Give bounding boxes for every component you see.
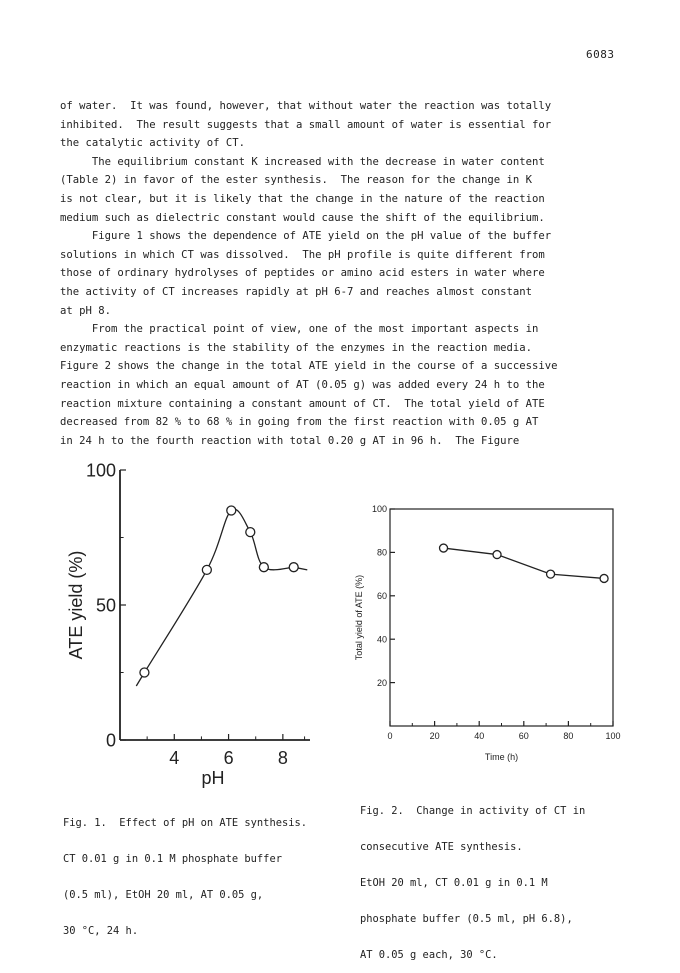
y-axis-title: Total yield of ATE (%) bbox=[354, 574, 364, 661]
x-axis-title: pH bbox=[201, 768, 225, 788]
text-line: Figure 2 shows the change in the total ATE yield in the course of a successive bbox=[60, 360, 558, 373]
x-tick-label: 6 bbox=[223, 748, 234, 768]
figure-2-caption bbox=[360, 781, 585, 973]
y-tick-label: 60 bbox=[376, 590, 387, 601]
x-tick-label: 0 bbox=[387, 731, 393, 741]
figure-1 bbox=[60, 455, 340, 795]
text-line: the catalytic activity of CT. bbox=[60, 137, 245, 150]
x-tick-label: 40 bbox=[474, 731, 485, 741]
text-line: The equilibrium constant K increased with the decrease in water content bbox=[60, 155, 545, 168]
x-axis-title: Time (h) bbox=[484, 752, 519, 762]
text-line: (Table 2) in favor of the ester synthesis. The reason for the change in K bbox=[60, 174, 532, 187]
text-line: in 24 h to the fourth reaction with total 0.20 g AT in 96 h. The Figure bbox=[60, 434, 520, 447]
y-axis-title: ATE yield (%) bbox=[66, 550, 86, 660]
y-tick-label: 40 bbox=[376, 634, 387, 645]
text-line: decreased from 82 % to 68 % in going from the first reaction with 0.05 g AT bbox=[60, 416, 539, 429]
series-line bbox=[136, 509, 307, 686]
data-point bbox=[227, 506, 236, 515]
text-line: at pH 8. bbox=[60, 304, 112, 317]
x-tick-label: 80 bbox=[563, 731, 574, 741]
data-point bbox=[289, 563, 298, 572]
data-point bbox=[547, 570, 555, 578]
figure-2 bbox=[340, 495, 640, 785]
text-line: the activity of CT increases rapidly at pH 6-7 and reaches almost constant bbox=[60, 285, 532, 298]
y-tick-label: 100 bbox=[371, 504, 387, 515]
text-line: those of ordinary hydrolyses of peptides or amino acid esters in water where bbox=[60, 267, 545, 280]
y-tick-label: 50 bbox=[95, 595, 116, 616]
caption-line: 30 °C, 24 h. bbox=[63, 925, 139, 937]
caption-line: EtOH 20 ml, CT 0.01 g in 0.1 M bbox=[360, 877, 548, 889]
text-line: enzymatic reactions is the stability of the enzymes in the reaction media. bbox=[60, 341, 532, 354]
data-point bbox=[140, 668, 149, 677]
x-tick-label: 4 bbox=[169, 748, 180, 768]
data-point bbox=[600, 574, 608, 582]
caption-line: Fig. 2. Change in activity of CT in bbox=[360, 805, 586, 817]
data-point bbox=[246, 528, 255, 537]
data-point bbox=[440, 544, 448, 552]
y-tick-label: 0 bbox=[105, 730, 116, 751]
y-tick-label: 100 bbox=[85, 460, 116, 481]
x-tick-label: 60 bbox=[518, 731, 529, 741]
text-line: medium such as dielectric constant would cause the shift of the equilibrium. bbox=[60, 211, 545, 224]
caption-line: Fig. 1. Effect of pH on ATE synthesis. bbox=[63, 817, 307, 829]
plot-frame bbox=[390, 509, 613, 726]
page-number: 6083 bbox=[586, 48, 615, 61]
text-line: reaction mixture containing a constant amount of CT. The total yield of ATE bbox=[60, 397, 545, 410]
text-line: solutions in which CT was dissolved. The pH profile is quite different from bbox=[60, 248, 545, 261]
x-tick-label: 20 bbox=[429, 731, 440, 741]
text-line: is not clear, but it is likely that the change in the nature of the reaction bbox=[60, 192, 545, 205]
text-line: reaction in which an equal amount of AT (0.05 g) was added every 24 h to the bbox=[60, 378, 545, 391]
body-text bbox=[60, 97, 630, 450]
x-tick-label: 100 bbox=[605, 731, 621, 741]
text-line: From the practical point of view, one of the most important aspects in bbox=[60, 323, 539, 336]
caption-line: consecutive ATE synthesis. bbox=[360, 841, 523, 853]
y-tick-label: 20 bbox=[376, 677, 387, 688]
y-tick-label: 80 bbox=[376, 547, 387, 558]
data-point bbox=[259, 563, 268, 572]
text-line: Figure 1 shows the dependence of ATE yield on the pH value of the buffer bbox=[60, 230, 552, 243]
figure-1-chart bbox=[60, 455, 340, 795]
caption-line: CT 0.01 g in 0.1 M phosphate buffer bbox=[63, 853, 282, 865]
text-line: of water. It was found, however, that without water the reaction was totally bbox=[60, 100, 552, 112]
text-line: inhibited. The result suggests that a small amount of water is essential for bbox=[60, 118, 552, 131]
data-point bbox=[202, 565, 211, 574]
data-point bbox=[493, 551, 501, 559]
caption-line: (0.5 ml), EtOH 20 ml, AT 0.05 g, bbox=[63, 889, 264, 901]
x-tick-label: 8 bbox=[277, 748, 288, 768]
caption-line: AT 0.05 g each, 30 °C. bbox=[360, 949, 498, 961]
figure-1-caption bbox=[63, 793, 307, 949]
series-line bbox=[444, 548, 605, 578]
figure-2-chart bbox=[340, 495, 640, 785]
caption-line: phosphate buffer (0.5 ml, pH 6.8), bbox=[360, 913, 573, 925]
